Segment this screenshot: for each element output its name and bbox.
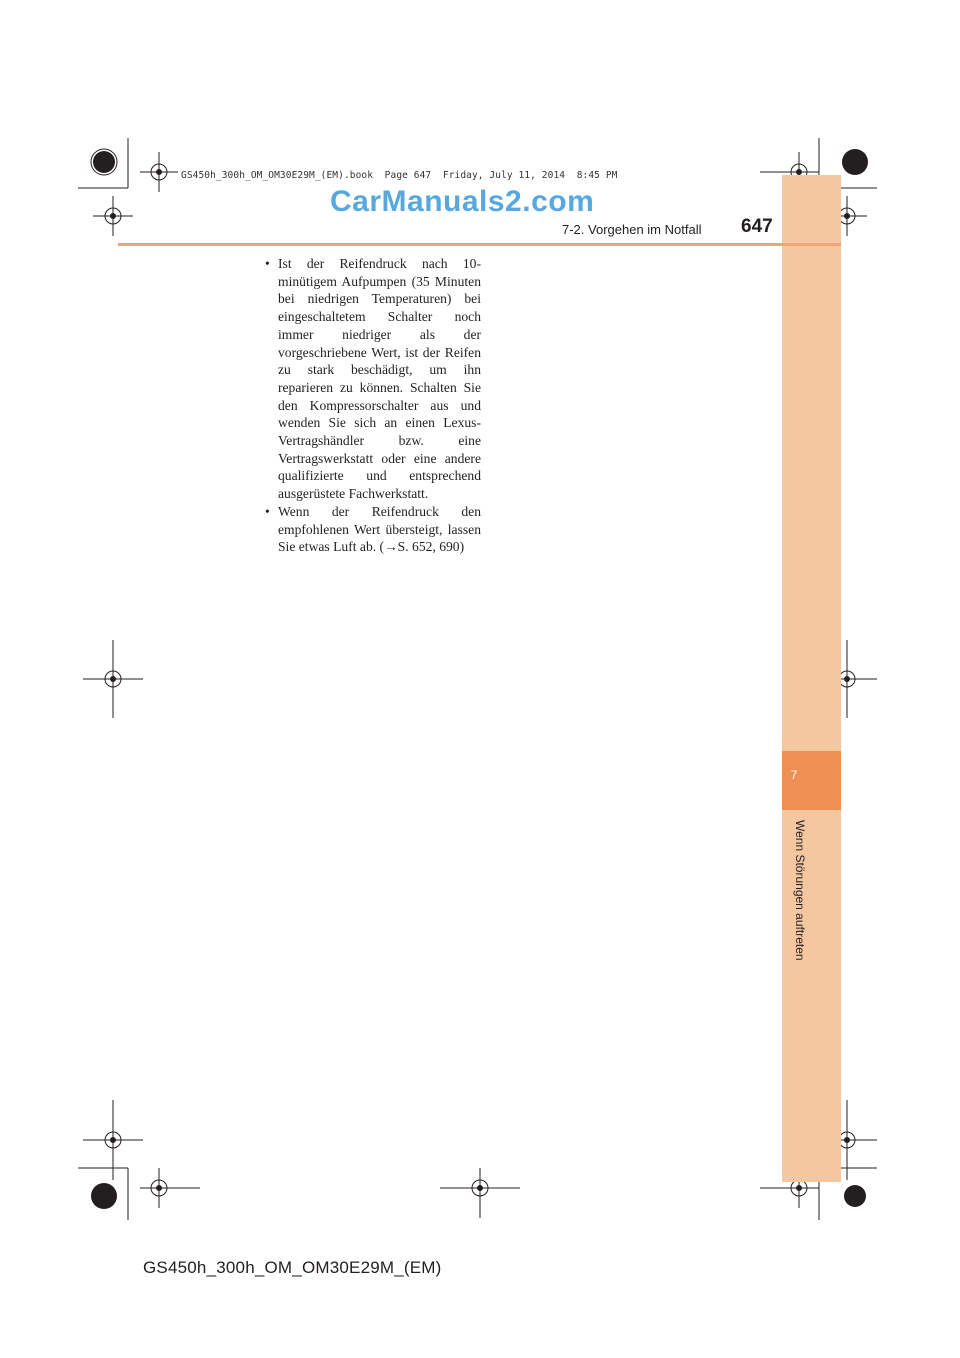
body-text — [265, 255, 481, 556]
section-title: 7-2. Vorgehen im Notfall — [562, 222, 702, 237]
bullet-marker: • — [265, 503, 270, 519]
book-meta-line: GS450h_300h_OM_OM30E29M_(EM).book Page 647 Friday, July 11, 2014 8:45 PM — [181, 170, 618, 181]
list-item — [265, 503, 481, 556]
list-item — [265, 255, 481, 503]
chapter-side-tab — [782, 175, 841, 1182]
watermark-logo: CarManuals2.com — [330, 185, 595, 218]
list-item-text: Ist der Reifendruck nach 10-minütigem Aufpumpen (35 Minuten bei niedrigen Temperaturen) bei eingeschaltetem Schalter noch immer niedriger als der vorgeschriebene Wert, ist der Reifen zu stark beschädigt, um ihn reparieren zu können. Schalten Sie den Kompressorschalter aus und wenden Sie sich an einen Lexus-Vertragshändler bzw. eine Vertragswerkstatt oder eine andere qualifizierte und entsprechend ausgerüstete Fachwerkstatt. — [278, 256, 481, 502]
footer-document-code: GS450h_300h_OM_OM30E29M_(EM) — [143, 1258, 442, 1277]
header-rule — [118, 243, 841, 246]
chapter-title: Wenn Störungen auftreten — [793, 820, 807, 961]
chapter-number: 7 — [790, 768, 798, 782]
list-item-text: Wenn der Reifendruck den empfohlenen Wert übersteigt, lassen Sie etwas Luft ab. (→S. 652, 690) — [278, 503, 481, 555]
bullet-marker: • — [265, 256, 270, 271]
page-number: 647 — [741, 216, 773, 237]
